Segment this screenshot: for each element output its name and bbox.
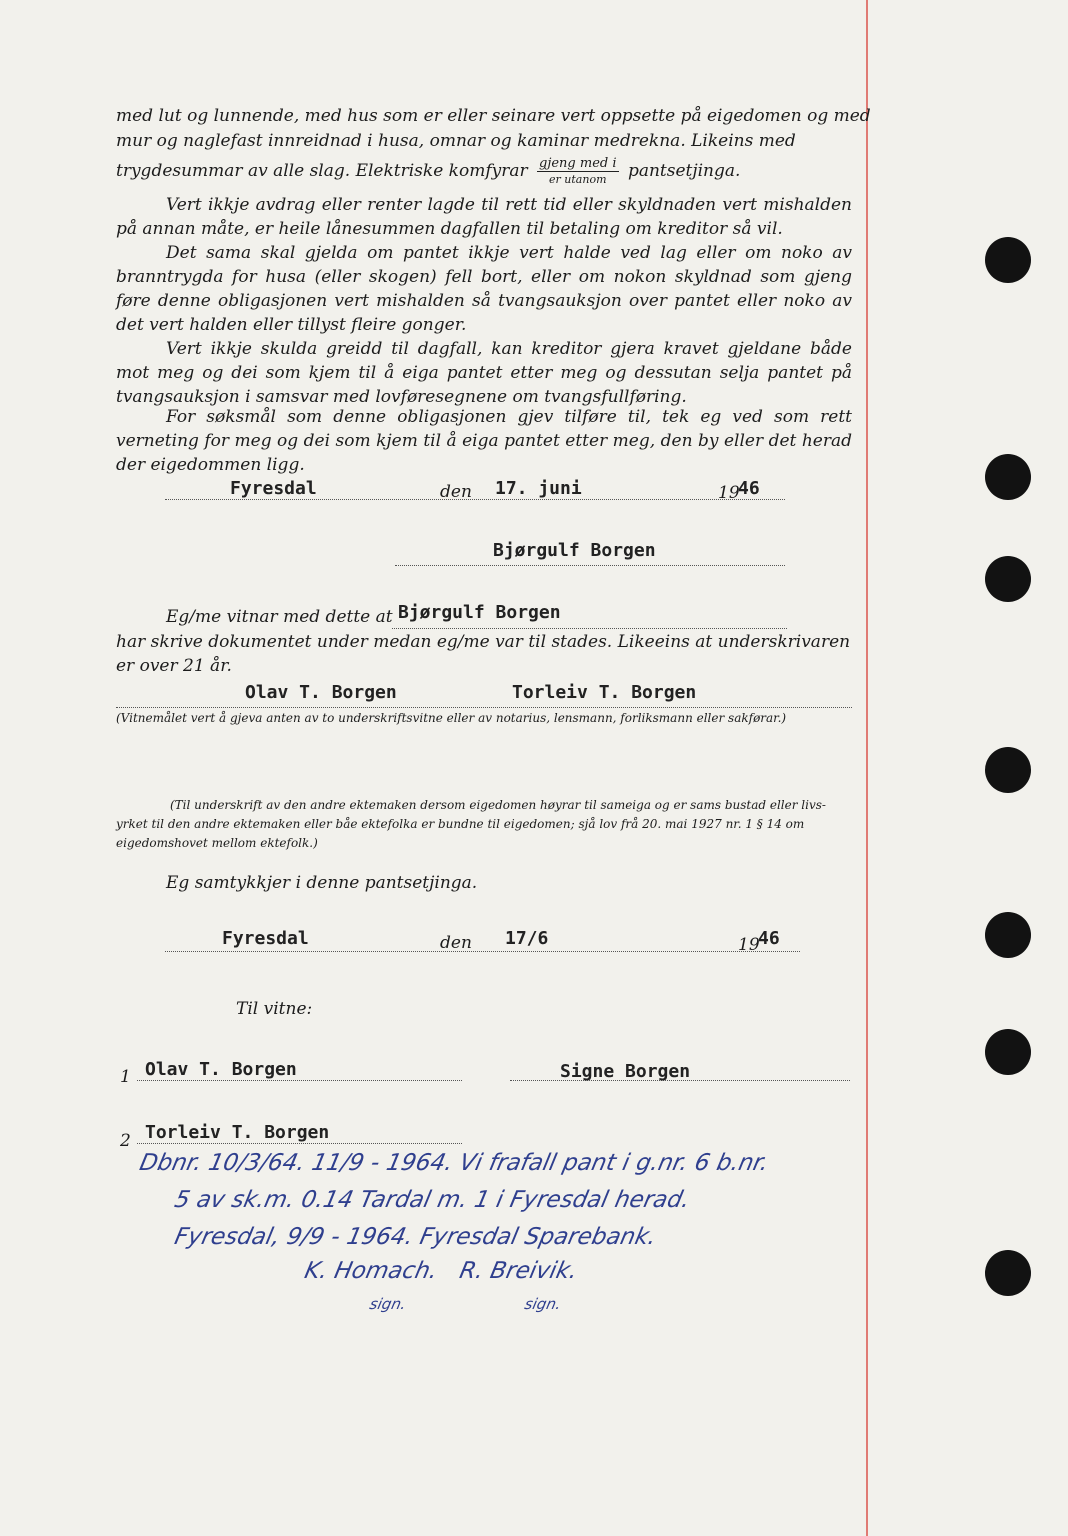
date-den: den: [440, 482, 472, 502]
body-line-start: trygdesummar av alle slag. Elektriske komfyrar: [116, 161, 528, 181]
date-year-prefix: 19: [718, 483, 740, 503]
body-line-with-fraction: [116, 156, 740, 187]
witness-intro: Eg/me vitnar med dette at: [166, 607, 393, 627]
spouse-note-line: yrket til den andre ektemaken eller båe ektefolka er bundne til eigedomen; sjå lov frå 20. mai 1927 nr. 1 § 14 om: [116, 817, 805, 831]
date-year: 46: [738, 478, 760, 499]
punch-hole: [985, 556, 1031, 602]
fraction: [537, 156, 619, 187]
witness-line: er over 21 år.: [116, 656, 232, 676]
handwritten-note-line: 5 av sk.m. 0.14 Tardal m. 1 i Fyresdal herad.: [172, 1187, 693, 1213]
date-den: den: [440, 933, 472, 953]
witness-signature-1: Olav T. Borgen: [245, 682, 397, 703]
punch-hole: [985, 912, 1031, 958]
handwritten-signature: K. Homach.: [302, 1258, 440, 1284]
date-year-prefix: 19: [738, 935, 760, 955]
spouse-signature: Signe Borgen: [560, 1061, 691, 1082]
date-year: 46: [758, 928, 780, 949]
date-line: [165, 499, 785, 500]
paragraph: Vert ikkje skulda greidd til dagfall, kan kreditor gjera kravet gjeldane både mot meg og dei som kjem til å eiga pantet etter meg og dessutan selja pantet på tvangsauksjon i samsvar med lovføresegnene om tvangsfullføring.: [116, 339, 852, 407]
handwritten-signature: R. Breivik.: [457, 1258, 580, 1284]
punch-hole: [985, 1250, 1031, 1296]
consent-text: Eg samtykkjer i denne pantsetjinga.: [166, 873, 478, 893]
handwritten-note-line: Dbnr. 10/3/64. 11/9 - 1964. Vi frafall pant i g.nr. 6 b.nr.: [137, 1150, 771, 1176]
handwritten-sign-label: sign.: [368, 1295, 408, 1313]
witness-signature-2: Torleiv T. Borgen: [512, 682, 697, 703]
body-line: mur og naglefast innreidnad i husa, omnar og kaminar medrekna. Likeins med: [116, 131, 796, 151]
witness-line: [137, 1080, 462, 1081]
witness-signature-1: Olav T. Borgen: [145, 1059, 297, 1080]
witness-number: 1: [120, 1067, 131, 1087]
paragraph: For søksmål som denne obligasjonen gjev tilføre til, tek eg ved som rett verneting for meg og dei som kjem til å eiga pantet etter meg, den by eller det herad der eigedommen ligg.: [116, 407, 852, 475]
witness-note: (Vitnemålet vert å gjeva anten av to underskriftsvitne eller av notarius, lensmann, forliksmann eller sakførar.): [116, 711, 787, 725]
punch-hole: [985, 747, 1031, 793]
paragraph: Vert ikkje avdrag eller renter lagde til rett tid eller skyldnaden vert mishalden på annan måte, er heile lånesummen dagfallen til betaling om kreditor så vil.: [116, 195, 852, 239]
witness-number: 2: [120, 1131, 131, 1151]
date-place: Fyresdal: [222, 928, 309, 949]
date-day: 17. juni: [495, 478, 582, 499]
signature-borrower: Bjørgulf Borgen: [493, 540, 656, 561]
witness-signature-2: Torleiv T. Borgen: [145, 1122, 330, 1143]
margin-line: [866, 0, 868, 1536]
punch-hole: [985, 1029, 1031, 1075]
punch-hole: [985, 237, 1031, 283]
fraction-top: gjeng med i: [539, 156, 617, 171]
witness-sign-line: [116, 707, 852, 708]
handwritten-note-line: Fyresdal, 9/9 - 1964. Fyresdal Sparebank.: [172, 1224, 659, 1250]
witness-line: har skrive dokumentet under medan eg/me var til stades. Likeeins at underskrivaren: [116, 632, 851, 652]
til-vitne-label: Til vitne:: [236, 999, 313, 1019]
spouse-note-line: eigedomshovet mellom ektefolk.): [116, 836, 318, 850]
handwritten-sign-label: sign.: [523, 1295, 563, 1313]
witness-subject-name: Bjørgulf Borgen: [398, 602, 561, 623]
witness-name-line: [392, 628, 787, 629]
body-line: med lut og lunnende, med hus som er eller seinare vert oppsette på eigedomen og med: [116, 106, 871, 126]
paragraph: Det sama skal gjelda om pantet ikkje vert halde ved lag eller om noko av branntrygda for husa (eller skogen) fell bort, eller om nokon skyldnad som gjeng føre denne obligasjonen vert mishalden så tvangsauksjon over pantet eller noko av det vert halden eller tillyst fleire gonger.: [116, 243, 852, 335]
spouse-note-line: (Til underskrift av den andre ektemaken dersom eigedomen høyrar til sameiga og er sams bustad eller livs-: [170, 798, 826, 812]
body-line-end: pantsetjinga.: [627, 161, 741, 181]
date-place: Fyresdal: [230, 478, 317, 499]
date-day: 17/6: [505, 928, 549, 949]
witness-line: [137, 1143, 462, 1144]
date-line: [165, 951, 800, 952]
punch-hole: [985, 454, 1031, 500]
signature-line: [395, 565, 785, 566]
fraction-bottom: er utanom: [549, 173, 607, 186]
